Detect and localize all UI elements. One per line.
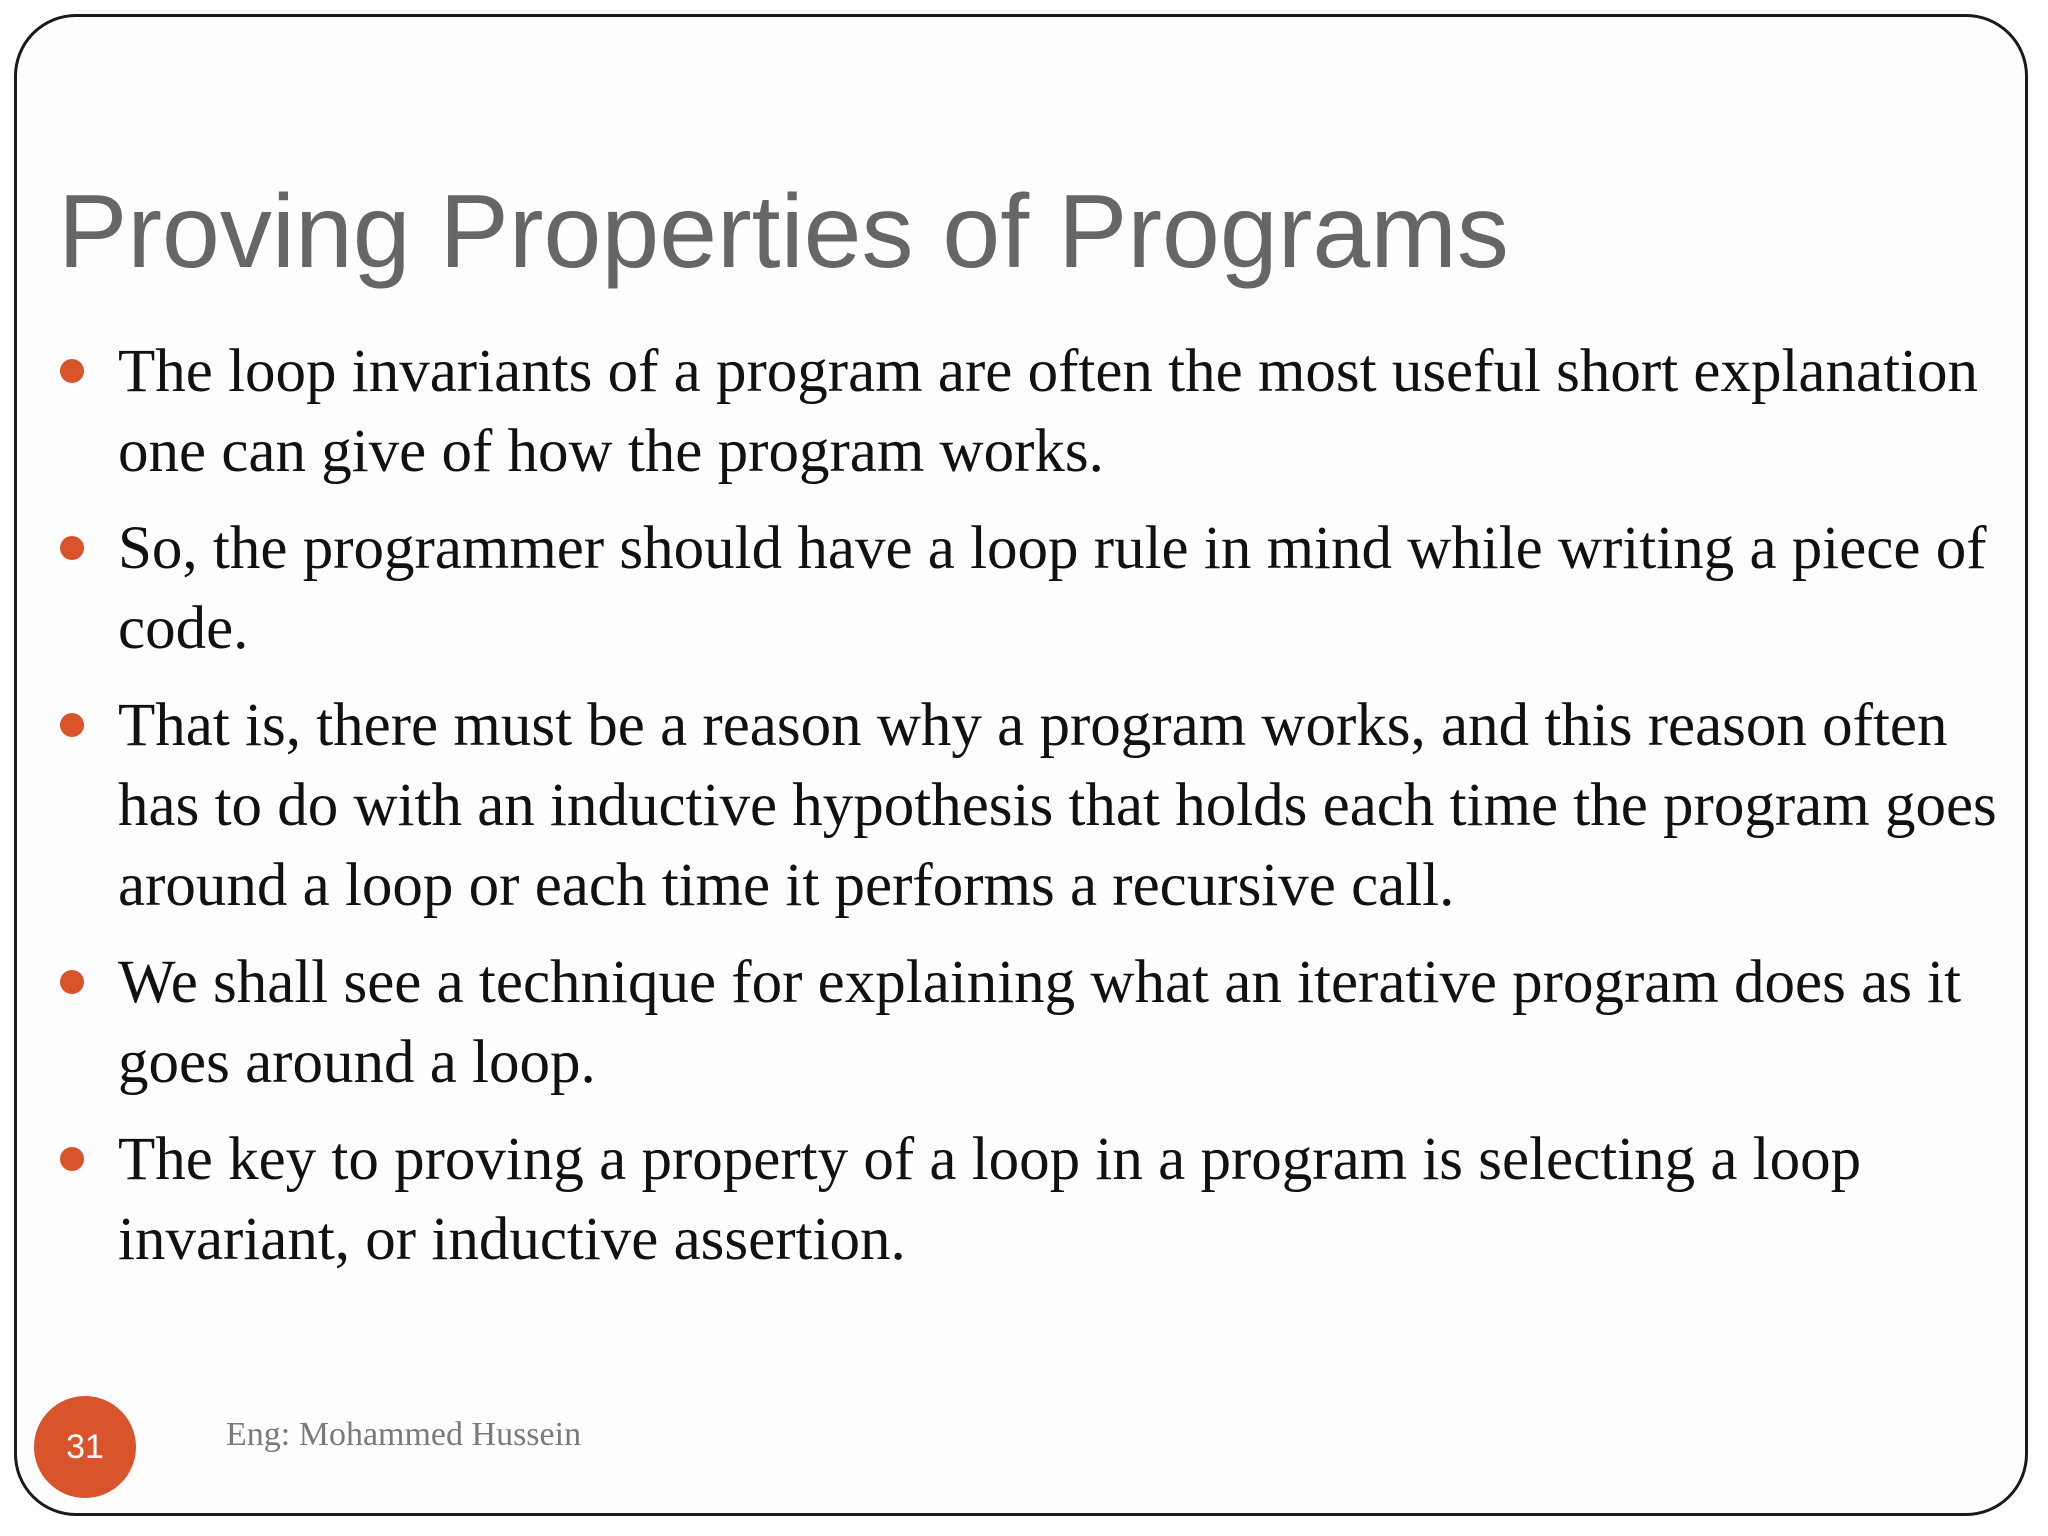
bullet-text: The loop invariants of a program are often the most useful short explanation one can give of how the program works.	[118, 338, 1978, 485]
bullet-text: The key to proving a property of a loop in a program is selecting a loop invariant, or inductive assertion.	[118, 1126, 1862, 1273]
bullet-item	[58, 943, 1998, 1103]
slide-title: Proving Properties of Programs	[58, 174, 1509, 290]
bullet-dot-icon	[60, 713, 84, 737]
bullet-dot-icon	[60, 359, 84, 383]
bullet-dot-icon	[60, 970, 84, 994]
bullet-item	[58, 509, 1998, 669]
bullet-text: That is, there must be a reason why a program works, and this reason often has to do with an inductive hypothesis that holds each time the program goes around a loop or each time it performs a recursive call.	[118, 692, 1997, 919]
bullet-item	[58, 1120, 1998, 1280]
bullet-item	[58, 332, 1998, 492]
page-number-badge: 31	[34, 1396, 136, 1498]
bullet-text: We shall see a technique for explaining what an iterative program does as it goes around a loop.	[118, 949, 1962, 1096]
bullet-list	[58, 332, 1998, 1297]
bullet-dot-icon	[60, 1147, 84, 1171]
bullet-dot-icon	[60, 536, 84, 560]
bullet-text: So, the programmer should have a loop rule in mind while writing a piece of code.	[118, 515, 1987, 662]
footer-author: Eng: Mohammed Hussein	[226, 1416, 582, 1453]
bullet-item	[58, 686, 1998, 926]
